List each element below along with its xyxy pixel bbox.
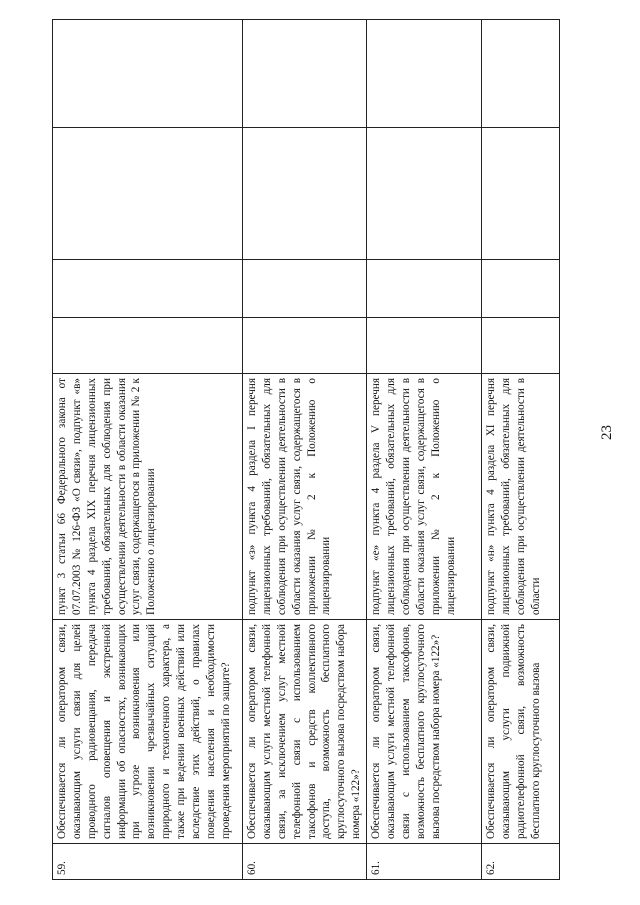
notes-cell xyxy=(482,20,560,128)
legal-reference-cell: подпункт «з» пункта 4 раздела I перечня лицензионных требований, обязательных для соблюдения при осуществлении деятельности в области оказания услуг связи, содержащегося в приложении № 2 к Положению о лицензировании xyxy=(243,374,367,620)
legal-reference-cell: подпункт «н» пункта 4 раздела XI перечня лицензионных требований, обязательных для соблюдения при осуществлении деятельности в области xyxy=(482,374,560,620)
table-row xyxy=(243,20,367,880)
table-row xyxy=(53,20,243,880)
answer-no-cell xyxy=(482,260,560,318)
answer-yes-cell xyxy=(53,318,243,374)
notes-cell xyxy=(243,20,367,128)
answer-no-cell xyxy=(243,260,367,318)
notes-cell xyxy=(367,20,482,128)
row-number: 60. xyxy=(243,844,367,880)
page-number: 23 xyxy=(599,425,615,440)
answer-na-cell xyxy=(53,128,243,260)
table-row xyxy=(482,20,560,880)
legal-reference-cell: пункт 3 статьи 66 Федерального закона от 07.07.2003 № 126-ФЗ «О связи», подпункт «в» пункта 4 раздела XIX перечня лицензионных требований, обязательных для соблюдения при осуществлении деятельности в области оказания услуг связи, содержащегося в приложении № 2 к Положению о лицензировании xyxy=(53,374,243,620)
legal-reference-cell: подпункт «е» пункта 4 раздела V перечня лицензионных требований, обязательных для соблюдения при осуществлении деятельности в области оказания услуг связи, содержащегося в приложении № 2 к Положению о лицензировании xyxy=(367,374,482,620)
answer-no-cell xyxy=(367,260,482,318)
question-cell: Обеспечивается ли оператором связи, оказывающим услуги местной телефонной связи, за исключением услуг местной телефонной связи с использованием таксофонов и средств коллективного доступа, возможность бесплатного круглосуточного вызова посредством набора номера «122»? xyxy=(243,620,367,844)
row-number: 61. xyxy=(367,844,482,880)
row-number: 59. xyxy=(53,844,243,880)
answer-na-cell xyxy=(482,128,560,260)
table-row xyxy=(367,20,482,880)
question-cell: Обеспечивается ли оператором связи, оказывающим услуги местной телефонной связи с использованием таксофонов, возможность бесплатного круглосуточного вызова посредством набора номера «122»? xyxy=(367,620,482,844)
question-cell: Обеспечивается ли оператором связи, оказывающим услуги связи для целей проводного радиовещания, передача сигналов оповещения и экстренной информации об опасностях, возникающих при угрозе возникновения или возникновении чрезвычайных ситуаций природного и техногенного характера, а также при ведении военных действий или вследствие этих действий, о правилах поведения населения и необходимости проведения мероприятий по защите? xyxy=(53,620,243,844)
answer-na-cell xyxy=(243,128,367,260)
answer-yes-cell xyxy=(367,318,482,374)
answer-yes-cell xyxy=(243,318,367,374)
requirements-table xyxy=(52,19,560,880)
answer-yes-cell xyxy=(482,318,560,374)
notes-cell xyxy=(53,20,243,128)
question-cell: Обеспечивается ли оператором связи, оказывающим услуги подвижной радиотелефонной связи, возможность бесплатного круглосуточного вызова xyxy=(482,620,560,844)
answer-na-cell xyxy=(367,128,482,260)
requirements-table-rotated xyxy=(52,20,557,880)
row-number: 62. xyxy=(482,844,560,880)
answer-no-cell xyxy=(53,260,243,318)
